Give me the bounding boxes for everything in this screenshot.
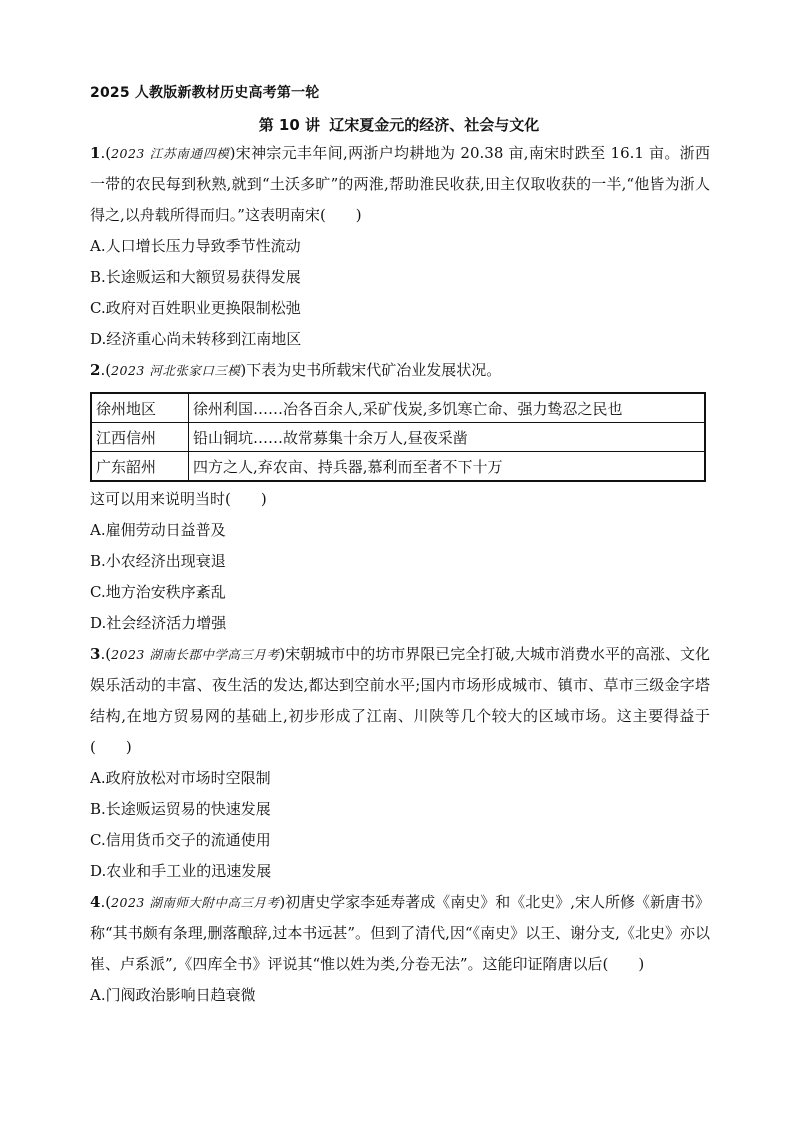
question-stem: 4.(2023 湖南师大附中高三月考)初唐史学家李延寿著成《南史》和《北史》,宋人所修《新唐书》称“其书颇有条理,删落酿辞,过本书远甚”。但到了清代,因“《南史》以王、谢分支,《北史》亦以崔、卢系派”,《四库全书》评说其“惟以姓为类,分卷无法”。这能印证隋唐以后( ) xyxy=(90,893,710,973)
question-text: 下表为史书所载宋代矿冶业发展状况。 xyxy=(246,361,502,379)
question-number: 3 xyxy=(90,645,101,663)
option-a: A.人口增长压力导致季节性流动 xyxy=(90,237,301,255)
table-cell-desc: 徐州利国……冶各百余人,采矿伐炭,多饥寒亡命、强力鸷忍之民也 xyxy=(189,393,706,423)
question-prompt: 这可以用来说明当时( ) xyxy=(90,490,267,508)
data-table-wrapper xyxy=(90,392,710,482)
question-source: 2023 江苏南通四模 xyxy=(111,146,230,161)
table-row xyxy=(91,423,705,452)
option-c: C.政府对百姓职业更换限制松弛 xyxy=(90,299,301,317)
option-b: B.长途贩运贸易的快速发展 xyxy=(90,800,271,818)
option-b: B.长途贩运和大额贸易获得发展 xyxy=(90,268,301,286)
question-number: 2 xyxy=(90,361,101,379)
question-source: 2023 湖南长郡中学高三月考 xyxy=(111,647,280,662)
table-cell-region: 广东韶州 xyxy=(91,452,189,482)
mining-table xyxy=(90,392,706,482)
option-b: B.小农经济出现衰退 xyxy=(90,552,226,570)
option-d: D.社会经济活力增强 xyxy=(90,614,227,632)
option-a: A.政府放松对市场时空限制 xyxy=(90,769,271,787)
question-4 xyxy=(90,887,710,1011)
lesson-title xyxy=(0,114,794,135)
question-number: 1 xyxy=(90,144,101,162)
option-a: A.门阀政治影响日趋衰微 xyxy=(90,986,256,1004)
question-text: 初唐史学家李延寿著成《南史》和《北史》,宋人所修《新唐书》称“其书颇有条理,删落酿辞,过本书远甚”。但到了清代,因“《南史》以王、谢分支,《北史》亦以崔、卢系派”,《四库全书》评说其“惟以姓为类,分卷无法”。这能印证隋唐以后( ) xyxy=(90,893,710,973)
question-list xyxy=(90,138,710,1011)
question-2 xyxy=(90,355,710,639)
option-d: D.经济重心尚未转移到江南地区 xyxy=(90,330,302,348)
option-c: C.信用货币交子的流通使用 xyxy=(90,831,271,849)
question-stem: 2.(2023 河北张家口三模)下表为史书所载宋代矿冶业发展状况。 xyxy=(90,361,502,379)
table-cell-region: 江西信州 xyxy=(91,423,189,452)
question-1 xyxy=(90,138,710,355)
lesson-number: 第 10 讲 xyxy=(258,116,321,134)
question-text: 宋朝城市中的坊市界限已完全打破,大城市消费水平的高涨、文化娱乐活动的丰富、夜生活的发达,都达到空前水平;国内市场形成城市、镇市、草市三级金字塔结构,在地方贸易网的基础上,初步形成了江南、川陕等几个较大的区域市场。这主要得益于( ) xyxy=(90,645,710,756)
question-source: 2023 河北张家口三模 xyxy=(111,363,241,378)
table-cell-desc: 铅山铜坑……故常募集十余万人,昼夜采凿 xyxy=(189,423,706,452)
question-3 xyxy=(90,639,710,887)
lesson-topic: 辽宋夏金元的经济、社会与文化 xyxy=(329,116,540,134)
question-number: 4 xyxy=(90,893,101,911)
table-cell-region: 徐州地区 xyxy=(91,393,189,423)
option-c: C.地方治安秩序紊乱 xyxy=(90,583,226,601)
question-source: 2023 湖南师大附中高三月考 xyxy=(111,895,280,910)
question-stem: 3.(2023 湖南长郡中学高三月考)宋朝城市中的坊市界限已完全打破,大城市消费水平的高涨、文化娱乐活动的丰富、夜生活的发达,都达到空前水平;国内市场形成城市、镇市、草市三级金字塔结构,在地方贸易网的基础上,初步形成了江南、川陕等几个较大的区域市场。这主要得益于( ) xyxy=(90,645,710,756)
document-header: 2025 人教版新教材历史高考第一轮 xyxy=(90,85,320,101)
table-row xyxy=(91,452,705,482)
option-a: A.雇佣劳动日益普及 xyxy=(90,521,226,539)
table-cell-desc: 四方之人,弃农亩、持兵器,慕利而至者不下十万 xyxy=(189,452,706,482)
question-text: 宋神宗元丰年间,两浙户均耕地为 20.38 亩,南宋时跌至 16.1 亩。浙西一带的农民每到秋熟,就到“土沃多旷”的两淮,帮助淮民收获,田主仅取收获的一半,“他皆为浙人得之,以舟载所得而归。”这表明南宋( ) xyxy=(90,144,710,224)
question-stem: 1.(2023 江苏南通四模)宋神宗元丰年间,两浙户均耕地为 20.38 亩,南宋时跌至 16.1 亩。浙西一带的农民每到秋熟,就到“土沃多旷”的两淮,帮助淮民收获,田主仅取收获的一半,“他皆为浙人得之,以舟载所得而归。”这表明南宋( ) xyxy=(90,144,710,224)
option-d: D.农业和手工业的迅速发展 xyxy=(90,862,272,880)
table-row xyxy=(91,393,705,423)
